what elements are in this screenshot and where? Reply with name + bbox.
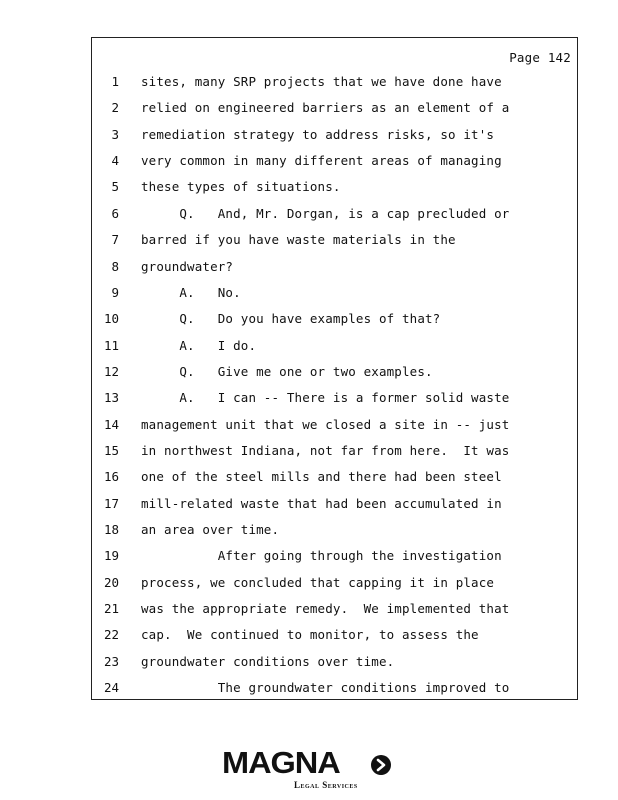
line-text: one of the steel mills and there had been steel bbox=[141, 469, 502, 485]
line-number: 17 bbox=[103, 495, 119, 511]
line-text: Q. And, Mr. Dorgan, is a cap precluded or bbox=[141, 205, 510, 221]
line-text: barred if you have waste materials in the bbox=[141, 232, 456, 248]
line-number: 12 bbox=[103, 363, 119, 379]
line-number: 16 bbox=[103, 469, 119, 485]
line-number: 18 bbox=[103, 522, 119, 537]
line-text: sites, many SRP projects that we have done have bbox=[141, 74, 502, 89]
line-text: A. I can -- There is a former solid waste bbox=[141, 390, 510, 406]
arrow-right-circle-icon bbox=[370, 754, 392, 776]
transcript-line bbox=[92, 311, 577, 337]
transcript-line bbox=[92, 627, 577, 653]
line-number: 8 bbox=[111, 258, 119, 274]
line-number: 21 bbox=[103, 601, 119, 616]
logo-subtitle: Legal Services bbox=[294, 780, 358, 790]
logo-wordmark: MAGNA bbox=[222, 745, 340, 780]
transcript-line bbox=[92, 259, 577, 285]
line-number: 7 bbox=[111, 232, 119, 248]
line-text: A. No. bbox=[141, 284, 241, 300]
line-number: 22 bbox=[103, 627, 119, 643]
line-number: 11 bbox=[103, 337, 119, 353]
transcript-line bbox=[92, 548, 577, 574]
transcript-line bbox=[92, 654, 577, 680]
line-number: 1 bbox=[111, 74, 119, 89]
transcript-line bbox=[92, 179, 577, 205]
line-number: 19 bbox=[103, 548, 119, 564]
transcript-line bbox=[92, 601, 577, 627]
line-text: groundwater? bbox=[141, 258, 234, 274]
transcript-line bbox=[92, 443, 577, 469]
line-text: management unit that we closed a site in -- just bbox=[141, 416, 510, 432]
line-text: process, we concluded that capping it in place bbox=[141, 574, 495, 590]
line-text: these types of situations. bbox=[141, 179, 341, 195]
line-number: 13 bbox=[103, 390, 119, 406]
line-text: cap. We continued to monitor, to assess the bbox=[141, 627, 479, 643]
transcript-line bbox=[92, 285, 577, 311]
line-text: mill-related waste that had been accumulated in bbox=[141, 495, 502, 511]
line-number: 14 bbox=[103, 416, 119, 432]
line-number: 6 bbox=[111, 205, 119, 221]
transcript-line bbox=[92, 127, 577, 153]
transcript-line bbox=[92, 74, 577, 100]
line-text: was the appropriate remedy. We implemented that bbox=[141, 601, 510, 616]
line-number: 3 bbox=[111, 126, 119, 142]
line-text: The groundwater conditions improved to bbox=[141, 680, 510, 696]
transcript-line bbox=[92, 680, 577, 706]
transcript-line bbox=[92, 232, 577, 258]
line-text: Q. Do you have examples of that? bbox=[141, 311, 441, 327]
line-number: 15 bbox=[103, 442, 119, 458]
line-number: 2 bbox=[111, 100, 119, 116]
transcript-line bbox=[92, 153, 577, 179]
line-text: Q. Give me one or two examples. bbox=[141, 363, 433, 379]
transcript-line bbox=[92, 469, 577, 495]
transcript-line bbox=[92, 364, 577, 390]
line-text: groundwater conditions over time. bbox=[141, 653, 395, 669]
line-text: an area over time. bbox=[141, 522, 280, 537]
line-number: 24 bbox=[103, 680, 119, 696]
transcript-line bbox=[92, 206, 577, 232]
line-text: After going through the investigation bbox=[141, 548, 502, 564]
line-text: very common in many different areas of managing bbox=[141, 153, 502, 169]
transcript-line bbox=[92, 390, 577, 416]
line-number: 9 bbox=[111, 284, 119, 300]
line-text: remediation strategy to address risks, so it's bbox=[141, 126, 495, 142]
transcript-line bbox=[92, 417, 577, 443]
line-text: A. I do. bbox=[141, 337, 257, 353]
line-number: 23 bbox=[103, 653, 119, 669]
magna-logo bbox=[222, 746, 402, 794]
transcript-line bbox=[92, 522, 577, 548]
line-number: 4 bbox=[111, 153, 119, 169]
transcript-line bbox=[92, 496, 577, 522]
transcript-page-frame bbox=[91, 37, 578, 700]
line-text: relied on engineered barriers as an element of a bbox=[141, 100, 510, 116]
transcript-line bbox=[92, 338, 577, 364]
line-text: in northwest Indiana, not far from here. It was bbox=[141, 442, 510, 458]
page-number: Page 142 bbox=[509, 50, 571, 65]
line-number: 20 bbox=[103, 574, 119, 590]
transcript-line bbox=[92, 575, 577, 601]
transcript-line bbox=[92, 100, 577, 126]
line-number: 5 bbox=[111, 179, 119, 195]
line-number: 10 bbox=[103, 311, 119, 327]
